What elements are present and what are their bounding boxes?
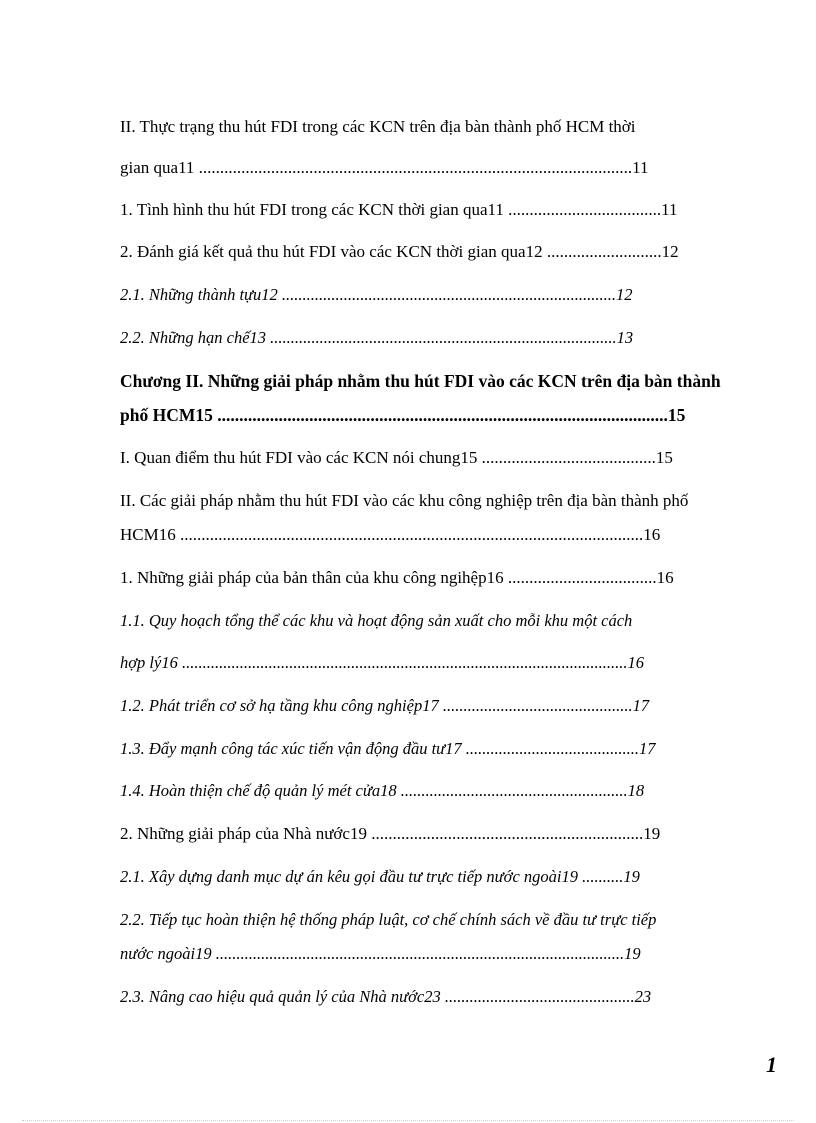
page-number: 1 xyxy=(766,1052,777,1077)
toc-item-2: 2. Đánh giá kết quả thu hút FDI vào các KCN thời gian qua12 ...........................12 xyxy=(120,242,679,261)
toc-item-b1-1-line2: hợp lý16 ............................................................................................................16 xyxy=(120,653,644,672)
toc-section-ii2-line1: II. Các giải pháp nhằm thu hút FDI vào các khu công nghiệp trên địa bàn thành phố xyxy=(120,491,689,510)
toc-item-b2-2-line2: nước ngoài19 ...................................................................................................19 xyxy=(120,944,641,963)
toc-section-ii-line2: gian qua11 ......................................................................................................11 xyxy=(120,158,649,177)
toc-item-b1-2: 1.2. Phát triển cơ sở hạ tầng khu công nghiệp17 ..............................................17 xyxy=(120,696,650,715)
toc-item-2-2: 2.2. Những hạn chế13 ....................................................................................13 xyxy=(120,328,634,347)
toc-item-b1: 1. Những giải pháp của bản thân của khu công ngihệp16 ...................................16 xyxy=(120,568,674,587)
toc-section-ii2-line2: HCM16 .............................................................................................................16 xyxy=(120,525,661,544)
toc-section-ii-line1: II. Thực trạng thu hút FDI trong các KCN trên địa bàn thành phố HCM thời xyxy=(120,117,636,136)
toc-item-b1-4: 1.4. Hoàn thiện chế độ quản lý mét cửa18 .......................................................18 xyxy=(120,781,645,800)
page-bottom-rule xyxy=(22,1120,794,1121)
toc-item-b2: 2. Những giải pháp của Nhà nước19 ................................................................19 xyxy=(120,824,661,843)
toc-item-2-1: 2.1. Những thành tựu12 .................................................................................12 xyxy=(120,285,633,304)
toc-item-b1-3: 1.3. Đẩy mạnh công tác xúc tiến vận động đầu tư17 ..........................................17 xyxy=(120,739,656,758)
toc-chapter-ii-line1: Chương II. Những giải pháp nhằm thu hút FDI vào các KCN trên địa bàn thành xyxy=(120,371,721,391)
toc-item-b2-2-line1: 2.2. Tiếp tục hoàn thiện hệ thống pháp luật, cơ chế chính sách về đầu tư trực tiếp xyxy=(120,910,657,929)
toc-chapter-ii-line2: phố HCM15 .......................................................................................................15 xyxy=(120,405,686,425)
toc-item-b1-1-line1: 1.1. Quy hoạch tổng thể các khu và hoạt động sản xuất cho mỗi khu một cách xyxy=(120,611,633,630)
toc-section-i: I. Quan điểm thu hút FDI vào các KCN nói chung15 .........................................15 xyxy=(120,448,673,467)
toc-item-1: 1. Tình hình thu hút FDI trong các KCN thời gian qua11 ....................................11 xyxy=(120,200,678,219)
toc-item-b2-3: 2.3. Nâng cao hiệu quả quản lý của Nhà nước23 ..............................................23 xyxy=(120,987,652,1006)
toc-item-b2-1: 2.1. Xây dựng danh mục dự án kêu gọi đầu tư trực tiếp nước ngoài19 ..........19 xyxy=(120,867,640,886)
